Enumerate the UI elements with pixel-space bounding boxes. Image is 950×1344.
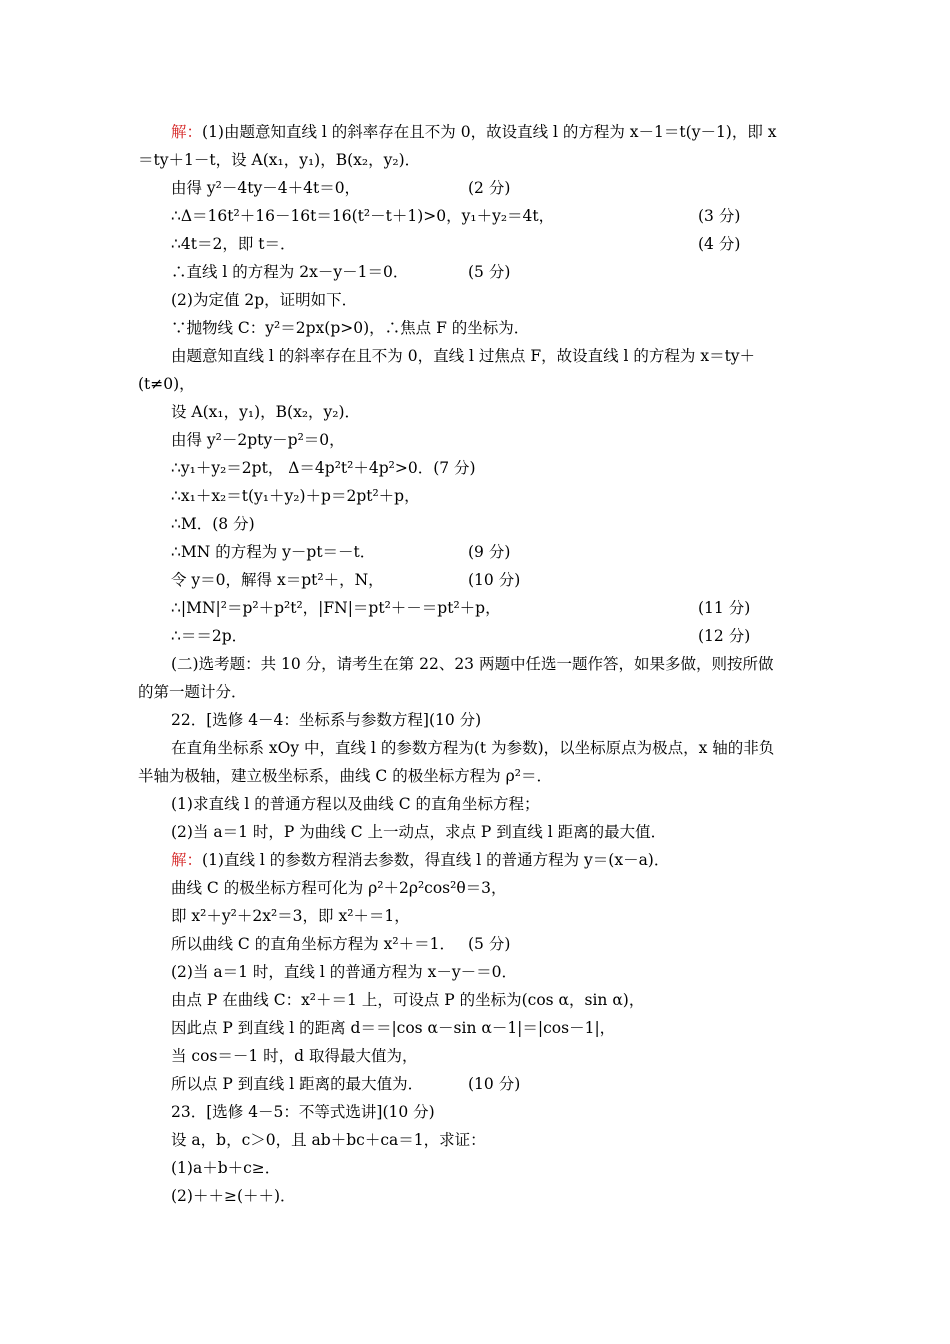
score-marker: (4 分) [698,235,741,253]
text-line: 由得 y²－4ty－4＋4t＝0， [171,179,361,197]
text-line: (2)为定值 2p，证明如下． [171,291,358,309]
text-line: 在直角坐标系 xOy 中，直线 l 的参数方程为(t 为参数)，以坐标原点为极点，x 轴的非负 [171,739,775,757]
text-line: (2)＋＋≥(＋＋)． [171,1187,296,1205]
text-line: (2)当 a＝1 时，直线 l 的普通方程为 x－y－＝0． [171,963,518,981]
text-line: ∴x₁＋x₂＝t(y₁＋y₂)＋p＝2pt²＋p， [171,487,420,505]
text-line: 所以点 P 到直线 l 距离的最大值为． [171,1075,424,1093]
solution-label: 解： [171,851,203,869]
text-line: ∴＝＝2p． [171,627,248,645]
score-marker: (5 分) [468,263,511,281]
text-line: 设 a，b，c＞0，且 ab＋bc＋ca＝1，求证： [171,1131,486,1149]
text-line: ∴直线 l 的方程为 2x－y－1＝0． [171,263,409,281]
score-marker: (10 分) [468,571,521,589]
text-line: 所以曲线 C 的直角坐标方程为 x²＋＝1． [171,935,455,953]
section-intro: (二)选考题：共 10 分，请考生在第 22、23 两题中任选一题作答，如果多做，则按所做 [171,655,774,673]
text-line: ＝ty＋1－t，设 A(x₁，y₁)，B(x₂，y₂)． [138,151,421,169]
text-line: ∴4t＝2，即 t＝． [171,235,296,253]
score-marker: (2 分) [468,179,511,197]
score-marker: (5 分) [468,935,511,953]
text-line: 的第一题计分． [138,683,247,701]
text-line: 曲线 C 的极坐标方程可化为 ρ²＋2ρ²cos²θ＝3， [171,879,507,897]
text-line: (1)求直线 l 的普通方程以及曲线 C 的直角坐标方程； [171,795,540,813]
text-line: 由题意知直线 l 的斜率存在且不为 0，直线 l 过焦点 F，故设直线 l 的方程为 x＝ty＋ [171,347,756,365]
text-line: ∴y₁＋y₂＝2pt， Δ＝4p²t²＋4p²>0．(7 分) [171,459,476,477]
score-marker: (11 分) [698,599,751,617]
text-line: (t≠0)， [138,375,195,393]
text-line: 解：(1)由题意知直线 l 的斜率存在且不为 0，故设直线 l 的方程为 x－1＝t(y－1)，即 x [171,123,777,141]
score-marker: (9 分) [468,543,511,561]
text-line: ∴Δ＝16t²＋16－16t＝16(t²－t＋1)>0，y₁＋y₂＝4t， [171,207,555,225]
solution-label: 解： [171,123,203,141]
score-marker: (3 分) [698,207,741,225]
text-line: 令 y＝0，解得 x＝pt²＋，N， [171,571,384,589]
text-line: 由得 y²－2pty－p²＝0， [171,431,345,449]
score-marker: (12 分) [698,627,751,645]
text-line: 因此点 P 到直线 l 的距离 d＝＝|cos α－sin α－1|＝|cos－1|， [171,1019,616,1037]
text-line: 设 A(x₁，y₁)，B(x₂，y₂)． [171,403,361,421]
text-line: 解：(1)直线 l 的参数方程消去参数，得直线 l 的普通方程为 y＝(x－a)． [171,851,670,869]
text-line: ∴|MN|²＝p²＋p²t²，|FN|＝pt²＋－＝pt²＋p， [171,599,501,617]
question-heading: 23．[选修 4－5：不等式选讲](10 分) [171,1103,435,1121]
question-heading: 22．[选修 4－4：坐标系与参数方程](10 分) [171,711,482,729]
text-line: ∵抛物线 C：y²＝2px(p>0)，∴焦点 F 的坐标为． [171,319,530,337]
text-line: (2)当 a＝1 时，P 为曲线 C 上一动点，求点 P 到直线 l 距离的最大值． [171,823,667,841]
text-line: 即 x²＋y²＋2x²＝3，即 x²＋＝1， [171,907,410,925]
text-line: 由点 P 在曲线 C：x²＋＝1 上，可设点 P 的坐标为(cos α，sin α)， [171,991,645,1009]
score-marker: (10 分) [468,1075,521,1093]
text-line: ∴M．(8 分) [171,515,255,533]
text-line: 当 cos＝－1 时，d 取得最大值为， [171,1047,418,1065]
text-line: 半轴为极轴，建立极坐标系，曲线 C 的极坐标方程为 ρ²＝． [138,767,552,785]
text-line: ∴MN 的方程为 y－pt＝－t． [171,543,376,561]
text-line: (1)a＋b＋c≥． [171,1159,281,1177]
